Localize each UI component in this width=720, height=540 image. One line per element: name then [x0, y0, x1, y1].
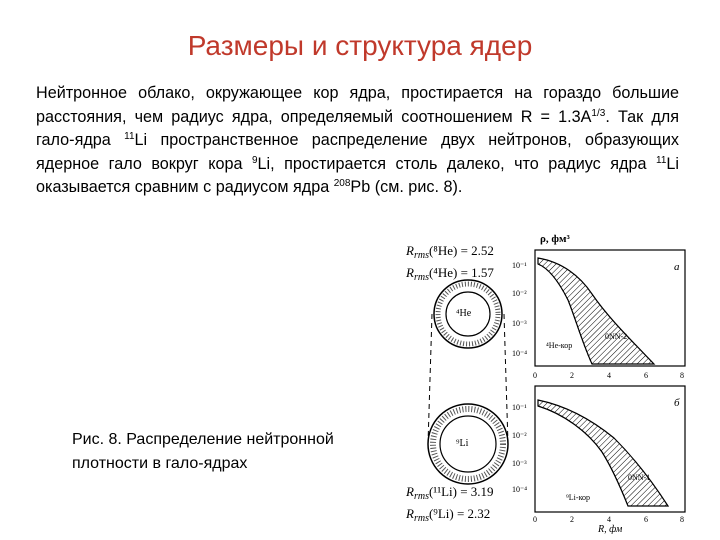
tick-x-a-6: 6 — [644, 371, 648, 380]
tick-y-b-4: 10⁻⁴ — [512, 485, 528, 494]
isotope-mass-11: 11 — [124, 131, 135, 142]
isotope-mass-11-b: 11 — [656, 154, 667, 166]
curve-a-core-label: ⁴He-кор — [546, 341, 573, 350]
tick-y-b-3: 10⁻³ — [512, 459, 527, 468]
y-axis-label: ρ, фм³ — [540, 233, 570, 245]
density-plot-a — [512, 233, 685, 380]
paragraph-text-3: Li пространственное распределение двух нейтронов, образующих ядерное гало вокруг кора — [36, 131, 679, 173]
body-paragraph — [36, 82, 679, 200]
tick-y-a-3: 10⁻³ — [512, 319, 527, 328]
isotope-mass-9: 9 — [251, 154, 258, 166]
tick-y-b-2: 10⁻² — [512, 431, 527, 440]
exponent-one-third: 1/3 — [591, 107, 606, 119]
tick-x-b-4: 4 — [607, 515, 611, 524]
rms-label-he4: $R_{rms}(^4He) = 1.57$ — [406, 265, 494, 283]
tick-y-a-2: 10⁻² — [512, 289, 527, 298]
tick-x-a-0: 0 — [533, 371, 537, 380]
isotope-mass-208: 208 — [333, 178, 351, 189]
slide-title: Размеры и структура ядер — [187, 30, 533, 61]
connector-left — [428, 314, 432, 444]
x-axis-label: R, фм — [598, 524, 623, 534]
tick-x-b-0: 0 — [533, 515, 537, 524]
tick-x-a-2: 2 — [570, 371, 574, 380]
tick-x-b-8: 8 — [680, 515, 684, 524]
halo-density-figure — [392, 224, 702, 534]
connector-right — [504, 314, 508, 444]
li-core-label: ⁹Li — [456, 438, 469, 449]
figure-caption — [72, 428, 382, 476]
caption-line-1: Рис. 8. Распределение нейтронной — [72, 431, 334, 448]
rms-label-li11: $R_{rms}(^{11}Li) = 3.19$ — [406, 484, 494, 502]
caption-line-2: плотности в гало-ядрах — [72, 455, 248, 472]
tick-y-b-1: 10⁻¹ — [512, 403, 527, 412]
tick-x-a-8: 8 — [680, 371, 684, 380]
tick-x-a-4: 4 — [607, 371, 611, 380]
curve-b-core-label: ⁹Li-кор — [566, 493, 591, 502]
paragraph-text-5: Li оказывается сравним с радиусом ядра — [36, 154, 679, 196]
curve-a-halo-label: 0NN-2 — [605, 332, 628, 341]
tick-y-a-1: 10⁻¹ — [512, 261, 527, 270]
tick-x-b-2: 2 — [570, 515, 574, 524]
panel-a-label: а — [674, 261, 680, 273]
tick-y-a-4: 10⁻⁴ — [512, 349, 528, 358]
panel-b-label: б — [674, 397, 680, 409]
paragraph-text-4: Li, простирается столь далеко, что радиус ядра — [257, 154, 656, 173]
paragraph-text-6: Pb (см. рис. 8). — [350, 178, 463, 196]
tick-x-b-6: 6 — [644, 515, 648, 524]
paragraph-text-1: Нейтронное облако, окружающее кор ядра, простирается на гораздо большие расстояния, чем радиус ядра, определяемый соотношением R = 1.3A — [36, 84, 679, 126]
curve-b-halo-label: 0NN-1 — [628, 473, 651, 482]
density-plot-b — [512, 386, 685, 534]
rms-label-he8: $R_{rms}(^8He) = 2.52$ — [406, 243, 494, 261]
paragraph-text-2: . Так для гало-ядра — [36, 107, 679, 149]
he-nucleus-diagram — [434, 280, 502, 348]
rms-label-li9: $R_{rms}(^9Li) = 2.32$ — [406, 506, 491, 524]
he-core-label: ⁴He — [456, 308, 472, 319]
li-nucleus-diagram — [428, 404, 508, 484]
